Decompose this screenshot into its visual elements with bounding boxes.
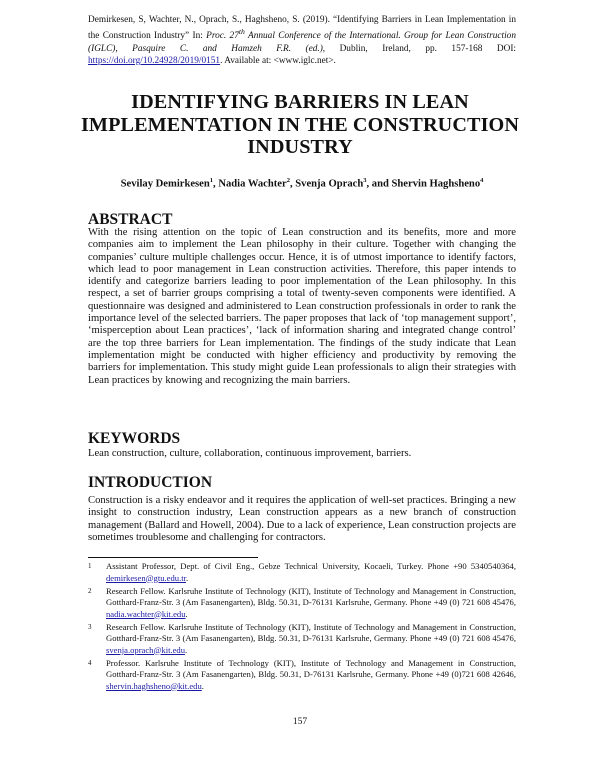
introduction-heading: INTRODUCTION xyxy=(88,474,213,491)
page-number: 157 xyxy=(292,717,308,727)
abstract-heading: ABSTRACT xyxy=(88,211,173,228)
footnote: 1 Assistant Professor, Dept. of Civil Eng., Gebze Technical University, Kocaeli, Turkey. Phone +90 5340540364, demirkesen@gtu.edu.tr. xyxy=(88,561,516,583)
email-link[interactable]: nadia.wachter@kit.edu xyxy=(106,608,186,619)
email-link[interactable]: demirkesen@gtu.edu.tr xyxy=(106,572,186,583)
keywords-text: Lean construction, culture, collaboration, continuous improvement, barriers. xyxy=(88,448,412,459)
email-link[interactable]: shervin.haghsheno@kit.edu xyxy=(106,680,202,691)
footnotes xyxy=(88,561,516,694)
abstract-text: With the rising attention on the topic of Lean construction and its benefits, more and more companies aim to implement the Lean philosophy in their culture. Together with changing the companies’ culture multiple challenges occur. Hence, it is of utmost importance to identify factors, which lead to poor management in Lean construction activities. Therefore, this paper intends to identify and categorize barriers leading to poor implementation of the Lean philosophy. In this respect, a set of barrier groups comprising a total of twenty-seven components were identified. A questionnaire was designed and administered to Lean construction professionals in order to rank the importance level of the selected barriers. The paper proposes that lack of ‘top management support’, ‘misperception about Lean practices’, ‘lack of information sharing and integrated change control’ are the top three barriers for Lean implementation. The findings of the study indicate that Lean implementation might be conducted with higher efficiency and productivity by removing the barriers for implementation. This study might guide Lean professionals to align their strategies with Lean practices by knowing and recognizing the main barriers. xyxy=(88,227,516,386)
footnote-separator xyxy=(88,557,258,558)
introduction-text: Construction is a risky endeavor and it requires the application of well-set practices. Bringing a new insight to construction industry, Lean construction appears as a new branch of construction management (Ballard and Howell, 2004). Due to a lack of experience, Lean construction projects are sometimes troublesome and challenging for contractors. xyxy=(88,495,516,543)
keywords-heading: KEYWORDS xyxy=(88,430,181,447)
email-link[interactable]: svenja.oprach@kit.edu xyxy=(106,644,186,655)
author-name: Shervin Haghsheno xyxy=(391,178,481,190)
author-name: Svenja Oprach xyxy=(295,178,364,190)
author-name: Sevilay Demirkesen xyxy=(120,178,210,190)
footnote: 2 Research Fellow. Karlsruhe Institute of Technology (KIT), Institute of Technology and Management in Construction, Gotthard-Franz-Str. 3 (Am Fasanengarten), Bldg. 50.31, D-76131 Karlsruhe, Germany. Phone +49 (0) 721 608 45476, nadia.wachter@kit.edu. xyxy=(88,585,516,619)
citation-block: Demirkesen, S, Wachter, N., Oprach, S., Haghsheno, S. (2019). “Identifying Barriers in Lean Implementation in the Construction Industry” In: Proc. 27th Annual Conference of the International. Group for Lean Construction (IGLC), Pasquire C. and Hamzeh F.R. (ed.), Dublin, Ireland, pp. 157-168 DOI: https://doi.org/10.24928/2019/0151. Available at: <www.iglc.net>. xyxy=(88,15,516,66)
footnote: 4 Professor. Karlsruhe Institute of Technology (KIT), Institute of Technology and Management in Construction, Gotthard-Franz-Str. 3 (Am Fasanengarten), Bldg. 50.31, D-76131 Karlsruhe, Germany. Phone +49 (0)721 608 42646, shervin.haghsheno@kit.edu. xyxy=(88,657,516,691)
footnote: 3 Research Fellow. Karlsruhe Institute of Technology (KIT), Institute of Technology and Management in Construction, Gotthard-Franz-Str. 3 (Am Fasanengarten), Bldg. 50.31, D-76131 Karlsruhe, Germany. Phone +49 (0) 721 608 45476, svenja.oprach@kit.edu. xyxy=(88,621,516,655)
author-list: Sevilay Demirkesen$^1$, Nadia Wachter$^2$, Svenja Oprach$^3$, and Shervin Haghsheno$^4$ xyxy=(120,177,484,190)
doi-link[interactable]: https://doi.org/10.24928/2019/0151 xyxy=(88,55,221,66)
paper-title: IDENTIFYING BARRIERS IN LEAN IMPLEMENTATION IN THE CONSTRUCTION INDUSTRY xyxy=(80,91,520,158)
author-name: Nadia Wachter xyxy=(218,178,287,190)
